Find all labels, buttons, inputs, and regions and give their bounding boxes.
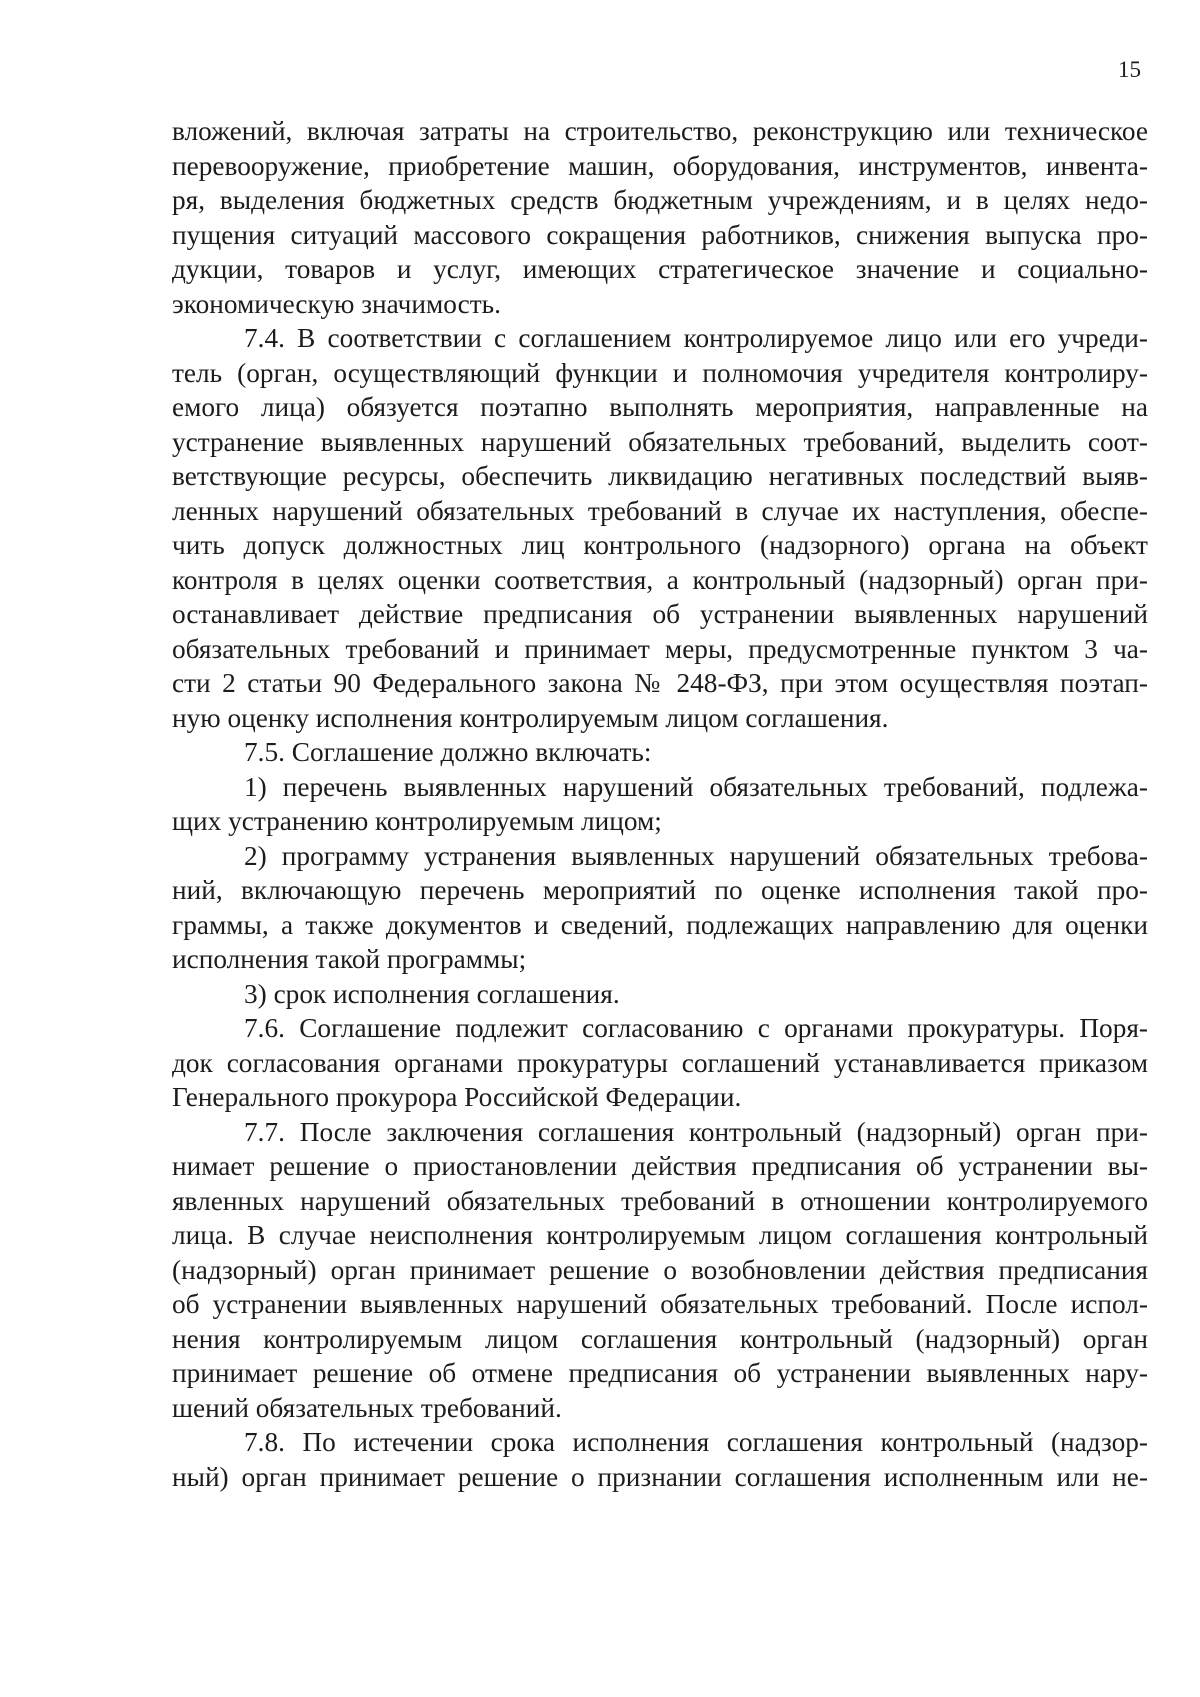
text-line: 2) программу устранения выявленных нарушений обязательных требова-	[244, 840, 1148, 871]
page-number: 15	[1118, 57, 1141, 82]
text-line: устранение выявленных нарушений обязательных требований, выделить соот-	[172, 426, 1148, 457]
paragraph	[172, 321, 1148, 735]
document-body	[172, 114, 1148, 1494]
text-line: (надзорный) орган принимает решение о возобновлении действия предписания	[172, 1254, 1148, 1285]
text-line: ленных нарушений обязательных требований в случае их наступления, обеспе-	[172, 495, 1148, 526]
text-line: контроля в целях оценки соответствия, а контрольный (надзорный) орган при-	[172, 564, 1148, 595]
text-line: ря, выделения бюджетных средств бюджетным учреждениям, и в целях недо-	[172, 185, 1148, 215]
paragraph	[172, 1115, 1148, 1426]
text-line: чить допуск должностных лиц контрольного (надзорного) органа на объект	[172, 530, 1148, 560]
text-line: 7.6. Соглашение подлежит согласованию с органами прокуратуры. Поря-	[244, 1013, 1148, 1043]
text-line: 7.4. В соответствии с соглашением контролируемое лицо или его учреди-	[244, 323, 1148, 353]
text-line: Генерального прокурора Российской Федерации.	[172, 1082, 742, 1112]
paragraph	[172, 735, 1148, 770]
text-line: дукции, товаров и услуг, имеющих стратегическое значение и социально-	[172, 254, 1148, 284]
text-line: останавливает действие предписания об устранении выявленных нарушений	[172, 599, 1148, 629]
text-line: обязательных требований и принимает меры, предусмотренные пунктом 3 ча-	[172, 633, 1148, 664]
text-line: 7.7. После заключения соглашения контрольный (надзорный) орган при-	[244, 1116, 1148, 1147]
paragraph	[172, 114, 1148, 321]
text-line: сти 2 статьи 90 Федерального закона № 248-ФЗ, при этом осуществляя поэтап-	[172, 668, 1148, 698]
text-line: тель (орган, осуществляющий функции и полномочия учредителя контролиру-	[172, 357, 1148, 388]
text-line: пущения ситуаций массового сокращения работников, снижения выпуска про-	[172, 219, 1148, 250]
text-line: ную оценку исполнения контролируемым лицом соглашения.	[172, 702, 889, 733]
text-line: принимает решение об отмене предписания об устранении выявленных нару-	[172, 1358, 1148, 1388]
text-line: перевооружение, приобретение машин, оборудования, инструментов, инвента-	[172, 150, 1148, 181]
paragraph	[172, 1011, 1148, 1115]
text-line: нимает решение о приостановлении действия предписания об устранении вы-	[172, 1151, 1148, 1181]
text-line: емого лица) обязуется поэтапно выполнять мероприятия, направленные на	[172, 392, 1148, 422]
paragraph	[172, 977, 1148, 1012]
paragraph	[172, 1425, 1148, 1494]
text-line: ный) орган принимает решение о признании соглашения исполненным или не-	[172, 1461, 1148, 1492]
text-line: ний, включающую перечень мероприятий по оценке исполнения такой про-	[172, 875, 1148, 905]
text-line: исполнения такой программы;	[172, 944, 527, 974]
text-line: щих устранению контролируемым лицом;	[172, 806, 662, 836]
paragraph	[172, 839, 1148, 977]
text-line: 7.8. По истечении срока исполнения соглашения контрольный (надзор-	[244, 1427, 1148, 1457]
text-line: экономическую значимость.	[172, 288, 501, 319]
text-line: 7.5. Соглашение должно включать:	[244, 737, 652, 767]
text-line: шений обязательных требований.	[172, 1392, 562, 1423]
text-line: вложений, включая затраты на строительство, реконструкцию или техническое	[172, 116, 1148, 146]
text-line: док согласования органами прокуратуры соглашений устанавливается приказом	[172, 1047, 1148, 1078]
text-line: 3) срок исполнения соглашения.	[244, 978, 620, 1009]
text-line: явленных нарушений обязательных требований в отношении контролируемого	[172, 1185, 1148, 1216]
paragraph	[172, 770, 1148, 839]
text-line: ветствующие ресурсы, обеспечить ликвидацию негативных последствий выяв-	[172, 461, 1148, 491]
text-line: граммы, а также документов и сведений, подлежащих направлению для оценки	[172, 909, 1148, 940]
text-line: 1) перечень выявленных нарушений обязательных требований, подлежа-	[244, 771, 1148, 802]
text-line: нения контролируемым лицом соглашения контрольный (надзорный) орган	[172, 1323, 1148, 1354]
text-line: об устранении выявленных нарушений обязательных требований. После испол-	[172, 1289, 1148, 1319]
text-line: лица. В случае неисполнения контролируемым лицом соглашения контрольный	[172, 1220, 1148, 1250]
